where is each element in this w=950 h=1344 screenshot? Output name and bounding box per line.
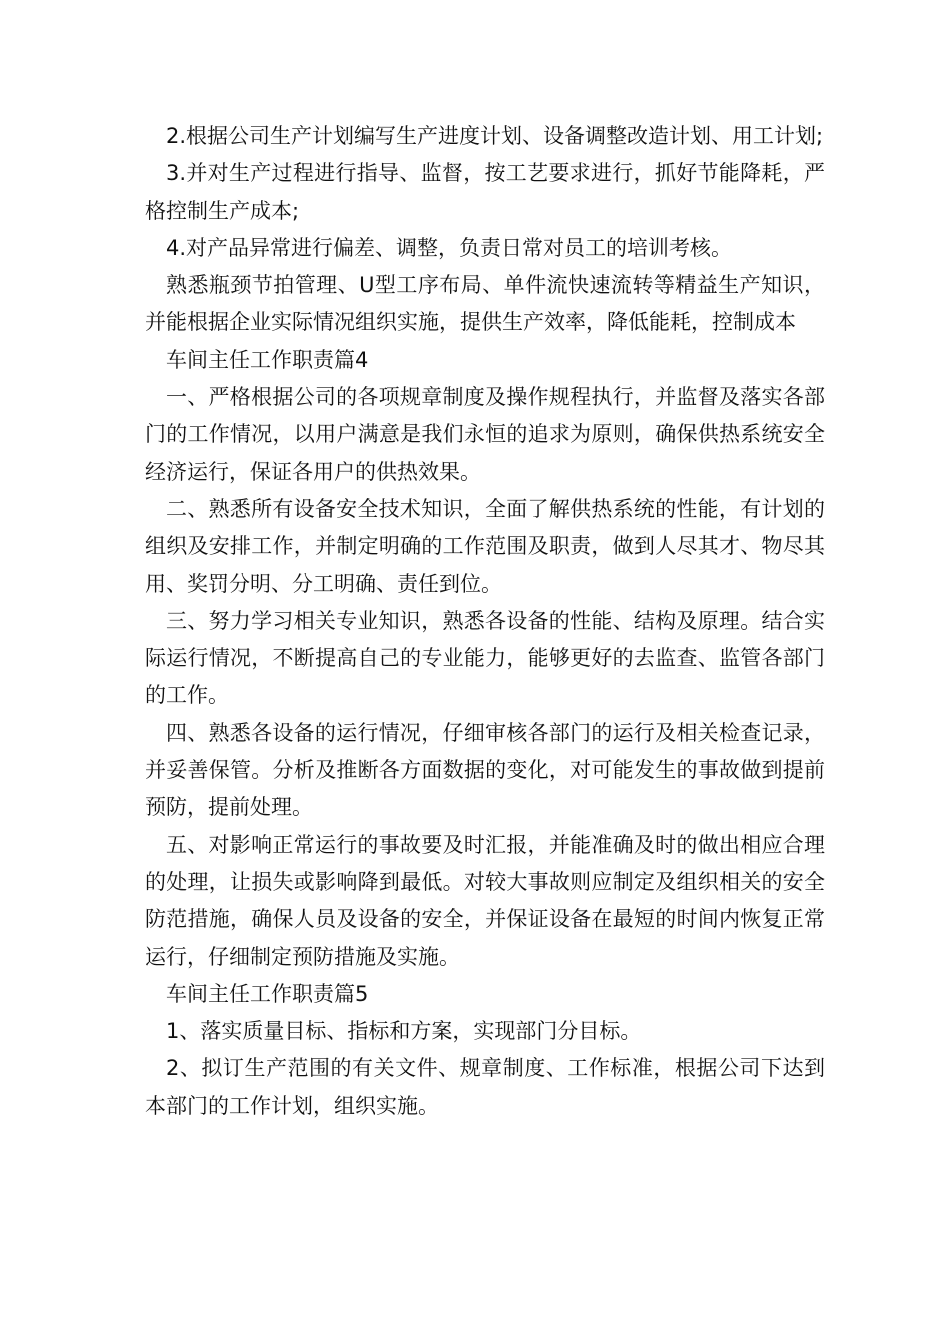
paragraph: 一、严格根据公司的各项规章制度及操作规程执行，并监督及落实各部门的工作情况，以用户满意是我们永恒的追求为原则，确保供热系统安全经济运行，保证各用户的供热效果。 <box>145 385 825 484</box>
paragraph: 1、落实质量目标、指标和方案，实现部门分目标。 <box>166 1019 642 1044</box>
paragraph: 五、对影响正常运行的事故要及时汇报，并能准确及时的做出相应合理的处理，让损失或影响降到最低。对较大事故则应制定及组织相关的安全防范措施，确保人员及设备的安全，并保证设备在最短的时间内恢复正常运行，仔细制定预防措施及实施。 <box>145 832 825 969</box>
paragraph: 3.并对生产过程进行指导、监督，按工艺要求进行，抓好节能降耗，严格控制生产成本; <box>145 161 825 223</box>
paragraph: 二、熟悉所有设备安全技术知识，全面了解供热系统的性能，有计划的组织及安排工作，并制定明确的工作范围及职责，做到人尽其才、物尽其用、奖罚分明、分工明确、责任到位。 <box>145 496 825 596</box>
paragraph: 三、努力学习相关专业知识，熟悉各设备的性能、结构及原理。结合实际运行情况，不断提高自己的专业能力，能够更好的去监查、监管各部门的工作。 <box>145 608 825 708</box>
paragraph: 2.根据公司生产计划编写生产进度计划、设备调整改造计划、用工计划; <box>166 124 824 148</box>
paragraph: 四、熟悉各设备的运行情况，仔细审核各部门的运行及相关检查记录，并妥善保管。分析及推断各方面数据的变化，对可能发生的事故做到提前预防，提前处理。 <box>145 720 825 820</box>
paragraph: 4.对产品异常进行偏差、调整，负责日常对员工的培训考核。 <box>166 235 733 260</box>
paragraph: 2、拟订生产范围的有关文件、规章制度、工作标准，根据公司下达到本部门的工作计划，组织实施。 <box>145 1056 825 1118</box>
section-heading: 车间主任工作职责篇5 <box>166 981 369 1006</box>
paragraph: 熟悉瓶颈节拍管理、U型工序布局、单件流快速流转等精益生产知识，并能根据企业实际情况组织实施，提供生产效率，降低能耗，控制成本 <box>145 273 825 335</box>
section-heading: 车间主任工作职责篇4 <box>166 347 369 372</box>
document-body <box>145 118 825 1125</box>
